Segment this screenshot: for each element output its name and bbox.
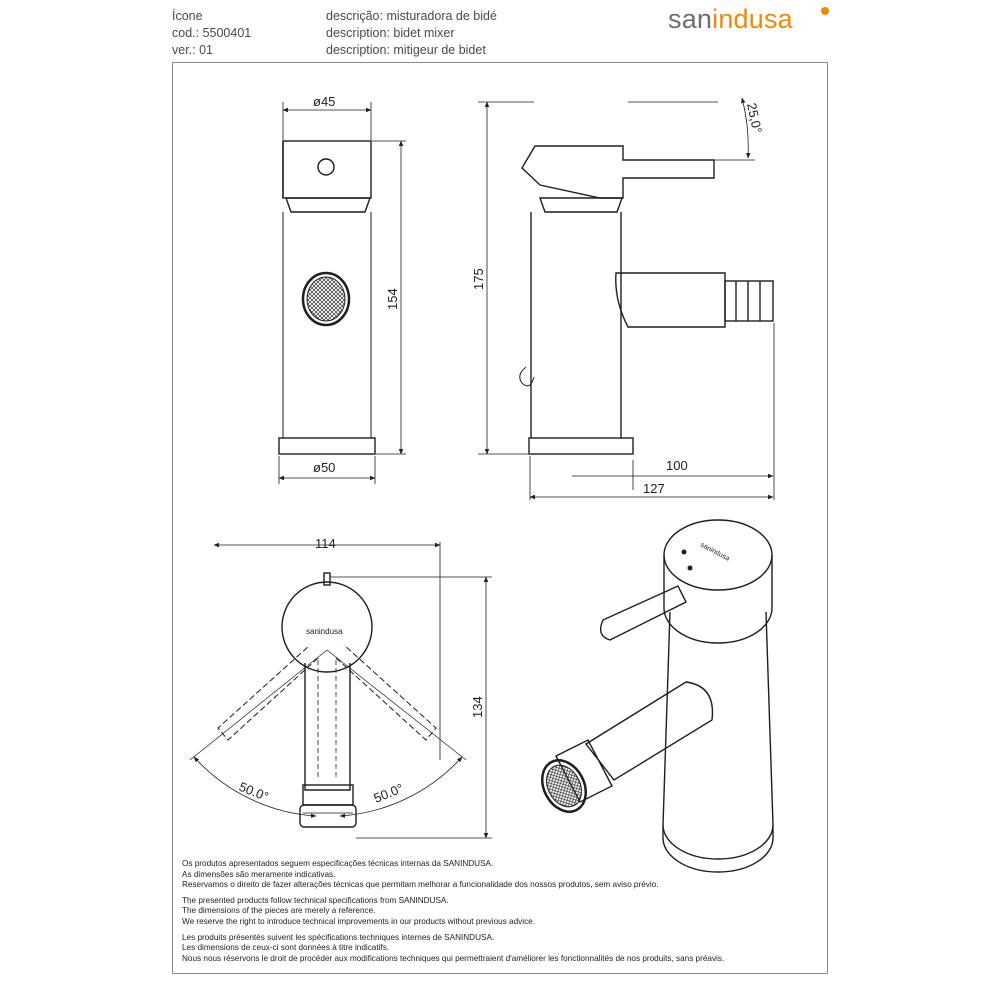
- front-handle-hole: [318, 159, 334, 175]
- dim-base-diameter: ø50: [313, 460, 336, 475]
- dim-top-height: 134: [470, 696, 485, 718]
- header-code: cod.: 5500401: [172, 26, 252, 40]
- top-view: [190, 542, 492, 838]
- note-line: Os produtos apresentados seguem especificações técnicas internas da SANINDUSA.: [182, 859, 494, 868]
- iso-aerator: [534, 740, 612, 819]
- dim-total-depth: 127: [643, 481, 665, 496]
- iso-view-brand-mark: sanindusa: [699, 541, 731, 563]
- note-line: The presented products follow technical specifications from SANINDUSA.: [182, 895, 449, 905]
- note-line: Les produits présentés suivent les spécifications techniques internes de SANINDUSA.: [182, 932, 495, 942]
- dimension-labels: [237, 94, 765, 806]
- note-line: Nous nous réservons le droit de procéder aux modifications techniques qui permettraient d'améliorer les fonctionnalités de nos produits, sans préavis.: [182, 953, 725, 963]
- dim-spout-reach: 100: [666, 458, 688, 473]
- dim-angle-left: 50.0°: [236, 778, 271, 805]
- front-aerator: [303, 273, 349, 325]
- dim-top-diameter: ø45: [313, 94, 336, 109]
- note-line: Reservamos o direito de fazer alterações técnicas que permitam melhorar a funcionalidade dos nossos produtos, sem aviso prévio.: [182, 880, 659, 890]
- dim-top-width: 114: [315, 536, 336, 551]
- disclaimer-notes: [182, 854, 724, 969]
- note-line: As dimensões são meramente indicativas.: [182, 869, 336, 879]
- note-line: Les dimensions de ceux-ci sont données à titre indicatifs.: [182, 943, 390, 953]
- dim-front-height: 154: [385, 288, 400, 310]
- dim-side-height: 175: [471, 268, 486, 290]
- side-aerator: [725, 281, 773, 321]
- description-fr: description: mitigeur de bidet: [326, 43, 486, 57]
- description-en: description: bidet mixer: [326, 26, 455, 40]
- description-pt: descrição: misturadora de bidé: [326, 9, 497, 23]
- logo-text-b: indusa: [712, 4, 793, 34]
- logo-text-a: san: [668, 4, 713, 34]
- header-version: ver.: 01: [172, 43, 213, 57]
- note-line: The dimensions of the pieces are merely a reference.: [182, 906, 376, 916]
- note-line: We reserve the right to introduce technical improvements in our products without previous advice.: [182, 916, 535, 926]
- top-view-brand-mark: sanindusa: [306, 627, 343, 636]
- header-icon-label: Ícone: [172, 9, 203, 23]
- dim-angle-right: 50.0°: [371, 780, 406, 806]
- iso-view: [534, 520, 773, 872]
- side-view: [478, 98, 774, 500]
- dim-handle-angle: 25,0°: [744, 101, 766, 135]
